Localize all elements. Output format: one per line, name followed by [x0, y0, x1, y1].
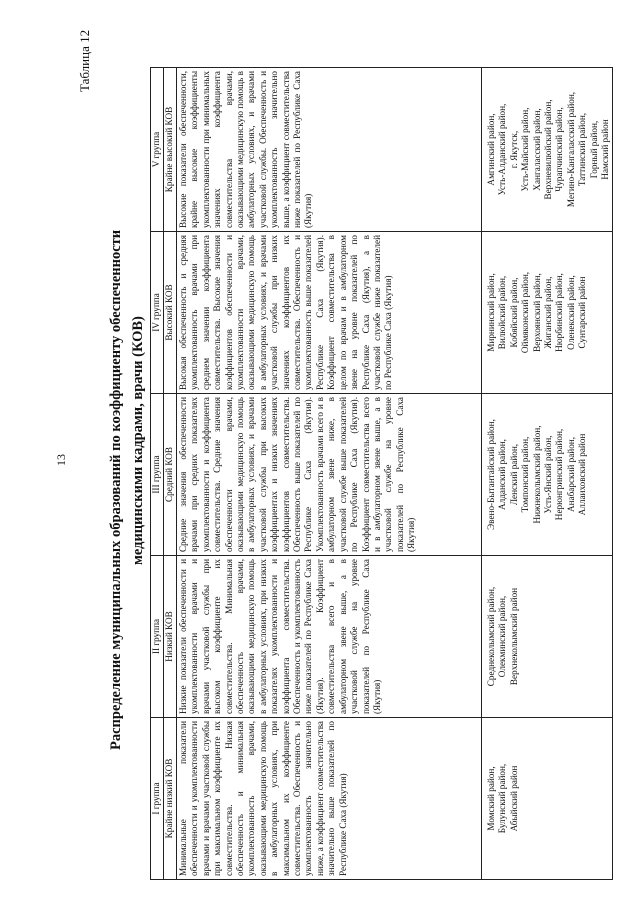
district-name: Среднеколымский район, — [486, 586, 496, 687]
district-name: Булунский район, — [497, 763, 508, 834]
district-name: Таттинский район, — [577, 112, 588, 187]
group-description: Высокая обеспеченность и средняя укомплектованность врачами при среднем значении коэффициента совместительства. Высокие значения коэффициентов обеспеченности и укомплектованности врачами, оказывающими медицинскую помощь в амбулаторных условиях, и врачами участковой службы при низких значениях коэффициентов их совместительства. Обеспеченность и укомплектованность выше показателей Республике Саха (Якутия). Коэффициент совместительства в целом по врачам и в амбулаторном звене на уровне показателей по Республике Саха (Якутия), а в участковой службе ниже показателей по Республике Саха (Якутия) — [177, 232, 482, 394]
group-subtitle-cell: Крайне низкий КОВ — [164, 718, 177, 880]
district-name: Верхневилюйский район, — [543, 99, 554, 200]
group-description: Средние значения обеспеченности врачами при средних показателях укомплектованности и коэффициента совместительства. Средние значения обеспеченности врачами, оказывающими медицинскую помощь в амбулаторных условиях, и врачами участковой службы при высоких коэффициентах и низких значениях коэффициентов совместительства. Обеспеченность выше показателей по Республике Саха (Якутия). Укомплектованность врачами всего и в амбулаторном звене ниже, в участковой службе выше показателей по Республике Саха (Якутия). Коэффициент совместительства всего и в амбулаторном звене выше, а в участковой службе на уровне показателей по Республике Саха (Якутия) — [177, 394, 482, 556]
district-name: Томпонский район, — [520, 436, 531, 513]
table-label: Таблица 12 — [77, 29, 92, 92]
page-number: 13 — [54, 454, 68, 466]
group-subtitle-cell: Крайне высокий КОВ — [164, 68, 177, 232]
district-name: Горный район, — [588, 120, 599, 179]
distribution-table — [150, 68, 611, 880]
district-name: Верхоянский район, — [531, 273, 542, 352]
districts-row — [482, 68, 613, 880]
district-name: Жиганский район, — [543, 276, 554, 349]
district-name: г. Якутск, — [508, 130, 519, 169]
district-name: Момский район, — [486, 766, 496, 831]
district-name: Вилюйский район, — [497, 275, 508, 350]
group-name-cell: II группа — [151, 556, 164, 718]
group-subtitle-cell: Высокий КОВ — [164, 232, 177, 394]
district-list — [482, 68, 613, 232]
district-name: Нюрбинский район, — [554, 273, 565, 352]
group-subtitle-cell: Средний КОВ — [164, 394, 177, 556]
district-name: Ленский район, — [508, 443, 519, 506]
district-name: Аллаиховский район — [577, 433, 588, 516]
district-name: Мирнинский район, — [486, 273, 496, 352]
district-name: Оленекский район, — [565, 275, 576, 350]
district-name: Нижнеколымский район, — [531, 425, 542, 524]
district-name: Сунтарский район — [577, 276, 588, 349]
district-name: Верхнеколымский район — [508, 587, 519, 686]
group-name-cell: V группа — [151, 68, 164, 232]
district-name: Анабарский район, — [565, 436, 576, 513]
group-name-cell: I группа — [151, 718, 164, 880]
group-description: Низкие показатели обеспеченности и укомплектованности врачами и врачами участковой службы при высоком коэффициенте их совместительства. Минимальная обеспеченность врачами, оказывающими медицинскую помощь в амбулаторных условиях, при низких показателях укомплектованности и коэффициента совместительства. Обеспеченность и укомплектованность ниже показателей по Республике Саха (Якутия). Коэффициент совместительства всего и в амбулаторном звене выше, а в участковой службе на уровне показателей по Республике Саха (Якутия) — [177, 556, 482, 718]
district-name: Усть-Алданский район, — [497, 103, 508, 196]
district-name: Оймяконский район, — [520, 271, 531, 354]
district-name: Кобяйский район, — [508, 277, 519, 348]
group-subtitle-row — [164, 68, 177, 880]
district-name: Усть-Майский район, — [520, 107, 531, 192]
group-subtitle-cell: Низкий КОВ — [164, 556, 177, 718]
table-title-line2: медицинскими кадрами, врачи (КОВ) — [130, 316, 146, 565]
district-list — [482, 394, 613, 556]
district-name: Эвено-Бытантайский район, — [486, 419, 496, 530]
district-name: Чурапчинский район, — [554, 107, 565, 192]
district-list — [482, 232, 613, 394]
district-name: Мегино-Кангаласский район, — [565, 91, 576, 208]
description-row — [177, 68, 482, 880]
district-name: Абыйский район — [508, 765, 519, 832]
district-name: Олекминский район, — [497, 595, 508, 678]
district-name: Намский район — [600, 119, 611, 180]
group-name-row — [151, 68, 164, 880]
district-name: Хангаласский район, — [531, 108, 542, 191]
district-name: Нерюнгринский район, — [554, 428, 565, 521]
district-list — [482, 556, 613, 718]
group-name-cell: III группа — [151, 394, 164, 556]
district-name: Амгинский район, — [486, 113, 496, 186]
group-description: Минимальные показатели обеспеченности и укомплектованности врачами и врачами участковой службы при максимальном коэффициенте их совместительства. Низкая обеспеченность и минимальная укомплектованность врачами, оказывающими медицинскую помощь в амбулаторных условиях, при максимальном их коэффициенте совместительства. Обеспеченность и укомплектованность значительно ниже, а коэффициент совместительства значительно выше показателей по Республике Саха (Якутия) — [177, 718, 482, 880]
group-name-cell: IV группа — [151, 232, 164, 394]
district-name: Усть-Янский район, — [543, 435, 554, 514]
group-description: Высокие показатели обеспеченности, крайне высокие коэффициенты укомплектованности при минимальных значениях коэффициента совместительства врачами, оказывающими медицинскую помощь в амбулаторных условиях, и врачами участковой службы. Обеспеченность и укомплектованность значительно выше, а коэффициент совместительства ниже показателей по Республике Саха (Якутия) — [177, 68, 482, 232]
district-name: Алданский район, — [497, 439, 508, 510]
district-list — [482, 718, 613, 880]
table-title-line1: Распределение муниципальных образований по коэффициенту обеспеченности — [108, 229, 124, 750]
